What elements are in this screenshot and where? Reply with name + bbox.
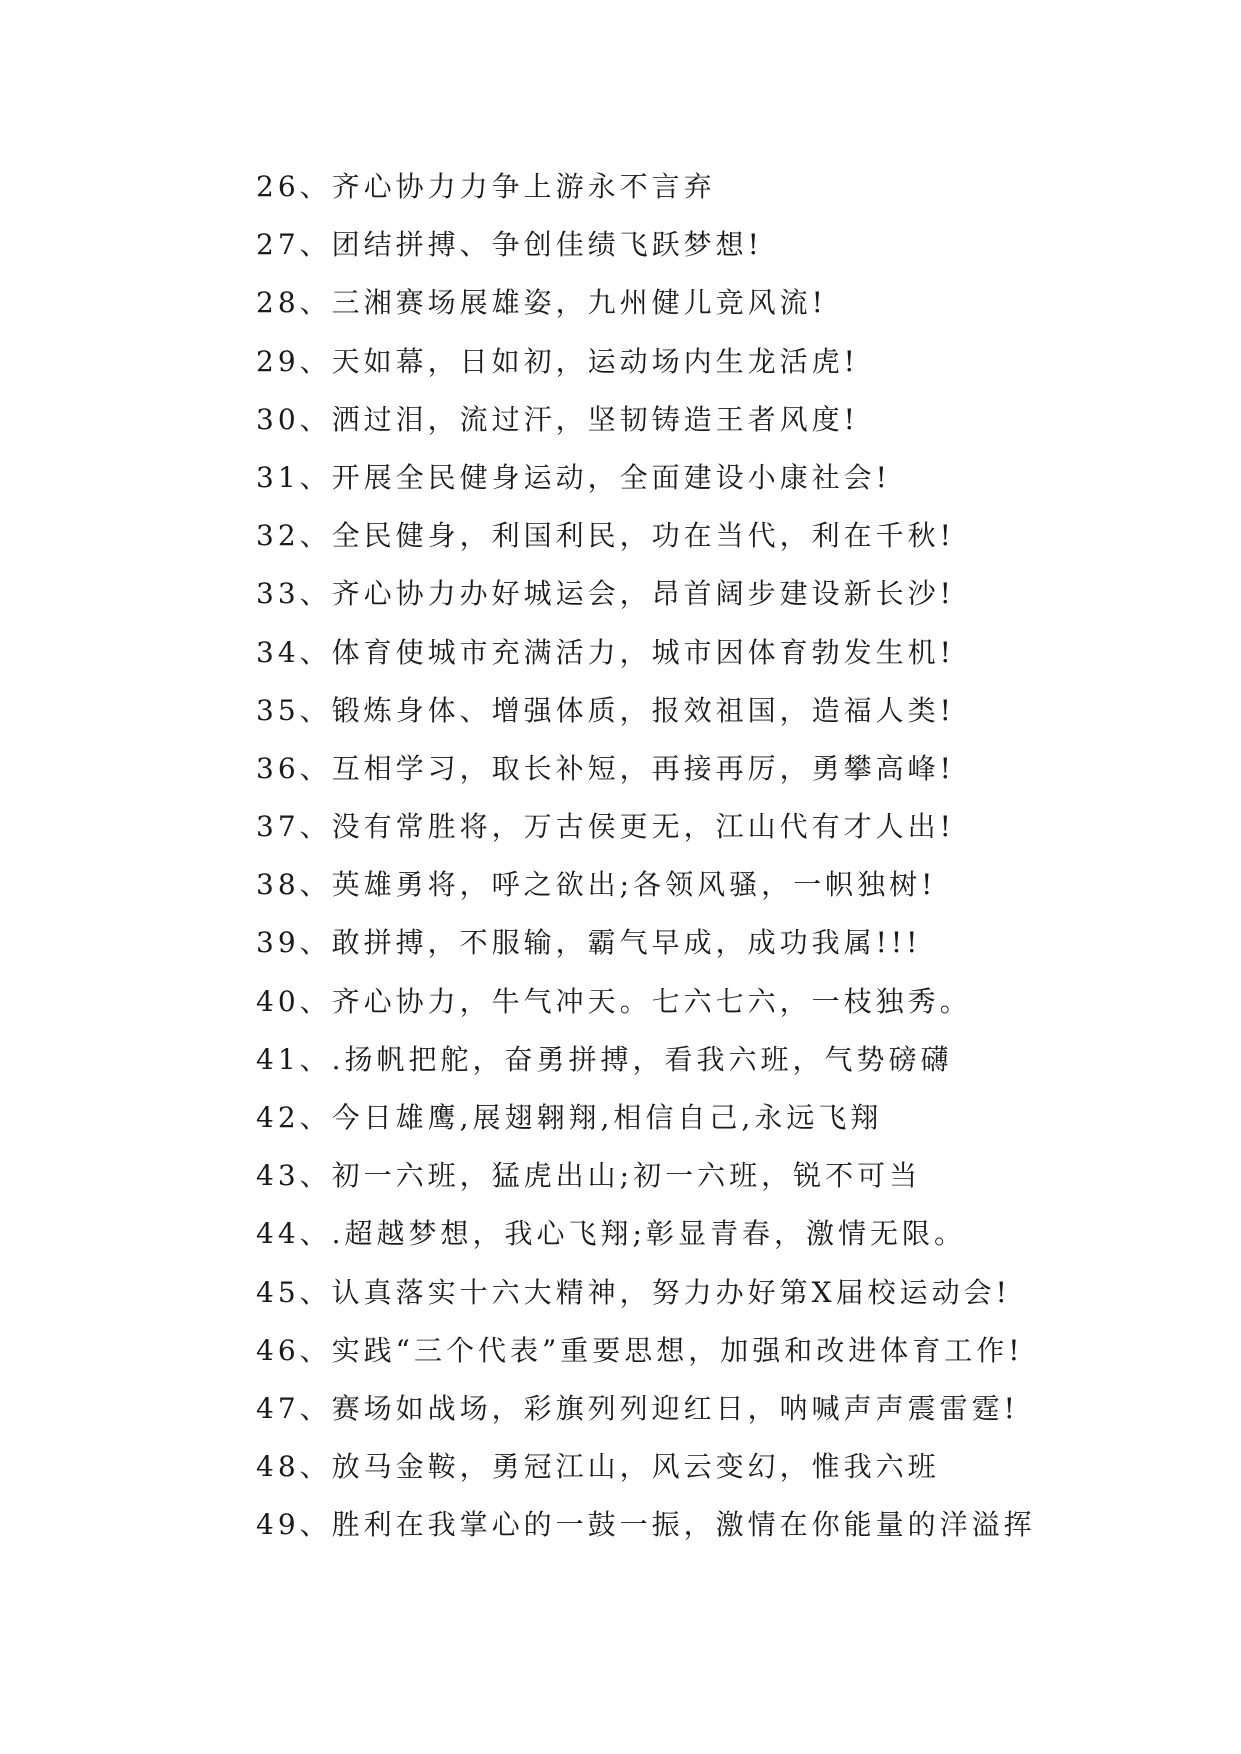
slogan-26: 26、齐心协力力争上游永不言弃	[256, 170, 716, 203]
slogan-33: 33、齐心协力办好城运会，昂首阔步建设新长沙!	[256, 577, 955, 611]
slogan-32: 32、全民健身，利国利民，功在当代，利在千秋!	[256, 519, 955, 553]
slogan-list	[256, 158, 1216, 1555]
slogan-38: 38、英雄勇将，呼之欲出;各领风骚，一帜独树!	[256, 868, 937, 902]
slogan-44: 44、.超越梦想，我心飞翔;彰显青春，激情无限。	[256, 1217, 966, 1251]
slogan-30: 30、洒过泪，流过汗，坚韧铸造王者风度!	[256, 402, 859, 436]
slogan-37: 37、没有常胜将，万古侯更无，江山代有才人出!	[256, 810, 955, 844]
slogan-29: 29、天如幕，日如初，运动场内生龙活虎!	[256, 344, 859, 378]
slogan-41: 41、.扬帆把舵，奋勇拼搏，看我六班，气势磅礴	[256, 1042, 953, 1076]
slogan-42: 42、今日雄鹰,展翅翱翔,相信自己,永远飞翔	[256, 1101, 883, 1134]
slogan-45: 45、认真落实十六大精神，努力办好第X届校运动会!	[256, 1275, 1011, 1309]
slogan-39: 39、敢拼搏，不服输，霸气早成，成功我属!!!	[256, 926, 922, 960]
slogan-46: 46、实践“三个代表”重要思想，加强和改进体育工作!	[256, 1333, 1024, 1367]
slogan-28: 28、三湘赛场展雄姿，九州健儿竞风流!	[256, 286, 827, 320]
slogan-48: 48、放马金鞍，勇冠江山，风云变幻，惟我六班	[256, 1450, 940, 1484]
slogan-43: 43、初一六班，猛虎出山;初一六班，锐不可当	[256, 1159, 922, 1193]
slogan-36: 36、互相学习，取长补短，再接再厉，勇攀高峰!	[256, 751, 955, 785]
slogan-31: 31、开展全民健身运动，全面建设小康社会!	[256, 460, 891, 494]
slogan-35: 35、锻炼身体、增强体质，报效祖国，造福人类!	[256, 693, 955, 727]
slogan-47: 47、赛场如战场，彩旗列列迎红日，呐喊声声震雷霆!	[256, 1391, 1019, 1425]
slogan-40: 40、齐心协力，牛气冲天。七六七六，一枝独秀。	[256, 984, 972, 1018]
slogan-34: 34、体育使城市充满活力，城市因体育勃发生机!	[256, 635, 955, 669]
slogan-49: 49、胜利在我掌心的一鼓一振，激情在你能量的洋溢挥	[256, 1508, 1036, 1542]
slogan-27: 27、团结拼搏、争创佳绩飞跃梦想!	[256, 228, 763, 262]
